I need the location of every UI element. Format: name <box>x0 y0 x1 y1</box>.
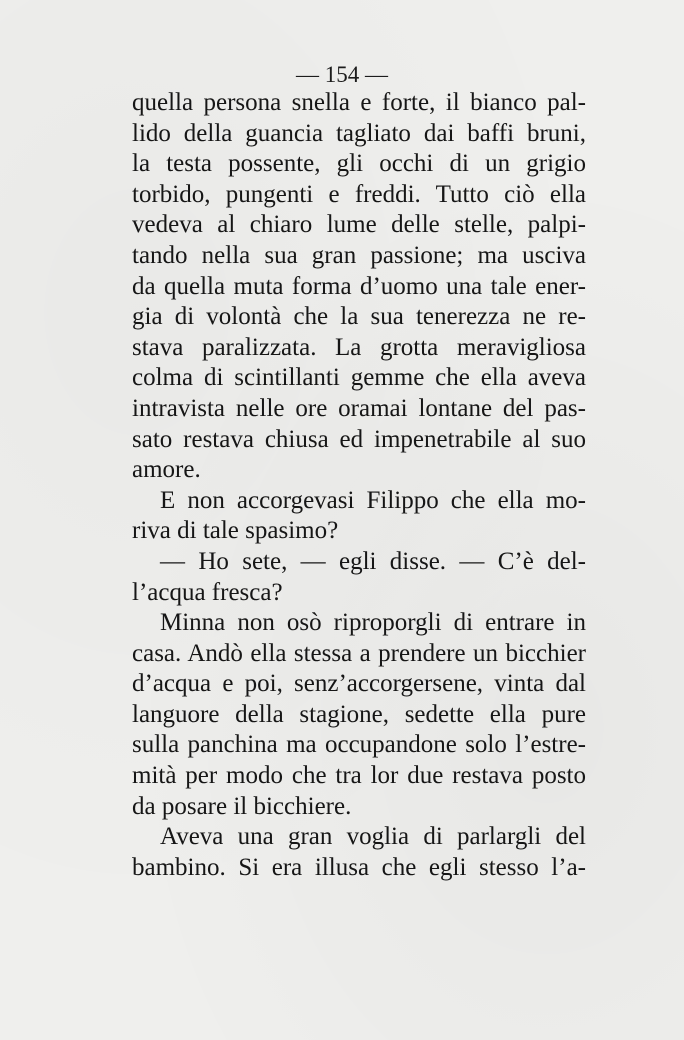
text-line: — Ho sete, — egli disse. — C’è del- <box>160 547 586 575</box>
text-line: tando nella sua gran passione; ma usciva <box>132 241 586 269</box>
text-line: gia di volontà che la sua tenerezza ne re- <box>132 303 586 331</box>
text-line: Aveva una gran voglia di parlargli del <box>160 823 586 851</box>
text-line: languore della stagione, sedette ella pure <box>132 700 586 728</box>
text-line: sulla panchina ma occupandone solo l’estre- <box>132 731 586 759</box>
text-line: sato restava chiusa ed impenetrabile al suo <box>132 425 586 453</box>
text-line: stava paralizzata. La grotta meravigliosa <box>132 333 586 361</box>
text-line: la testa possente, gli occhi di un grigio <box>132 150 586 178</box>
text-line: lido della guancia tagliato dai baffi bruni, <box>132 119 586 147</box>
text-line: colma di scintillanti gemme che ella aveva <box>132 364 586 392</box>
text-line: quella persona snella e forte, il bianco pal- <box>132 89 586 116</box>
text-line: l’acqua fresca? <box>132 578 283 606</box>
text-line: intravista nelle ore oramai lontane del pas- <box>132 394 586 422</box>
text-line: da posare il bicchiere. <box>132 792 352 820</box>
text-line: E non accorgevasi Filippo che ella mo- <box>160 486 586 514</box>
text-line: bambino. Si era illusa che egli stesso l’a- <box>132 853 586 881</box>
text-line: da quella muta forma d’uomo una tale ener- <box>132 272 586 300</box>
text-line: vedeva al chiaro lume delle stelle, palpi- <box>132 211 586 239</box>
text-line: amore. <box>132 456 201 484</box>
text-line: Minna non osò riproporgli di entrare in <box>160 609 586 637</box>
text-line: mità per modo che tra lor due restava posto <box>132 762 586 790</box>
text-line: d’acqua e poi, senz’accorgersene, vinta dal <box>132 670 586 698</box>
page-number: — 154 — <box>296 62 388 87</box>
text-line: riva di tale spasimo? <box>132 517 339 545</box>
text-line: torbido, pungenti e freddi. Tutto ciò ella <box>132 180 586 208</box>
text-line: casa. Andò ella stessa a prendere un bicchier <box>132 639 586 667</box>
body-text <box>132 88 586 883</box>
